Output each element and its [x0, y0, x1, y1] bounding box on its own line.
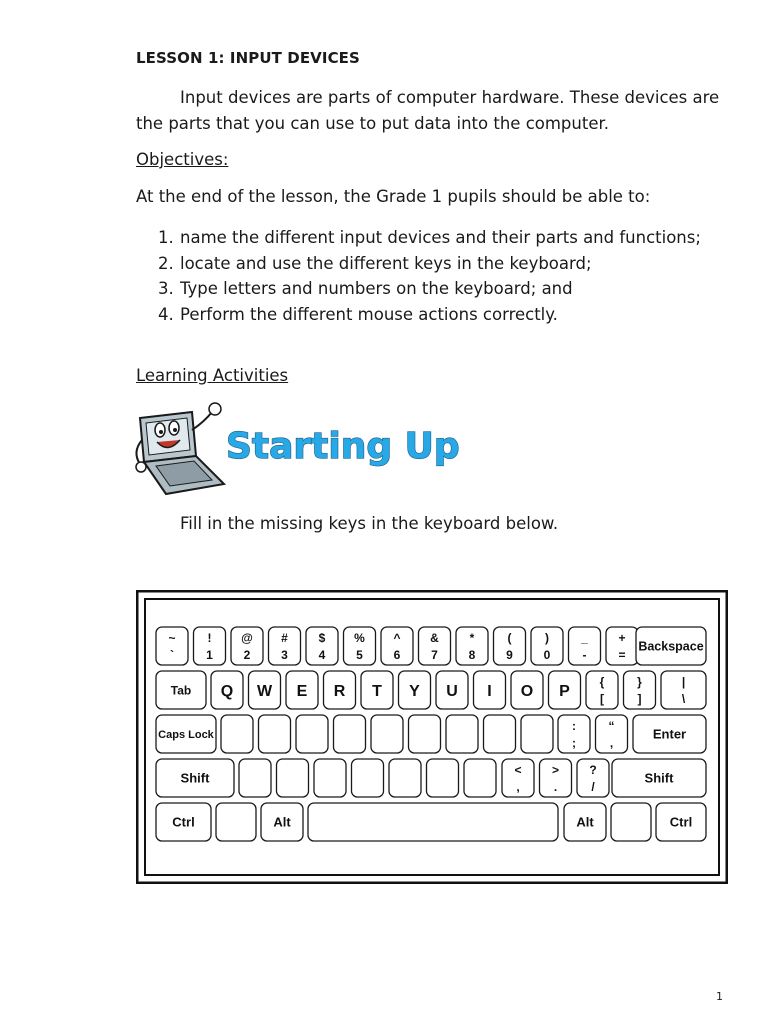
objectives-intro: At the end of the lesson, the Grade 1 pupils should be able to: — [136, 187, 651, 206]
key-label: Shift — [180, 770, 210, 786]
key — [606, 627, 638, 665]
key-label: $ — [318, 631, 326, 645]
key-label: , — [609, 736, 614, 750]
key-label: + — [618, 631, 626, 645]
key-label: W — [256, 682, 273, 700]
key-label: ^ — [393, 631, 401, 645]
key-blank — [611, 803, 651, 841]
key-blank — [221, 715, 253, 753]
key — [381, 627, 413, 665]
activities-heading: Learning Activities — [136, 366, 289, 385]
keyboard-diagram — [136, 590, 728, 884]
key-label: ? — [589, 763, 597, 777]
key-blank — [259, 715, 291, 753]
banner-text: Starting Up — [226, 426, 460, 467]
key-label: “ — [608, 719, 615, 733]
key-label: [ — [600, 692, 604, 706]
key — [306, 627, 338, 665]
instruction-text: Fill in the missing keys in the keyboard below. — [180, 514, 559, 533]
key-label: * — [469, 631, 475, 645]
key-label: = — [618, 648, 626, 662]
key-label: , — [516, 780, 520, 794]
key-label: < — [514, 763, 522, 777]
key — [324, 671, 356, 709]
key-label: ( — [507, 631, 512, 645]
key-label: - — [582, 648, 587, 662]
key-label: U — [446, 682, 458, 700]
key — [249, 671, 281, 709]
key-blank — [427, 759, 459, 797]
key-label: Y — [409, 682, 420, 700]
key-label: # — [281, 631, 288, 645]
key-label: ; — [572, 736, 576, 750]
key — [549, 671, 581, 709]
key — [474, 671, 506, 709]
key-alt-right — [564, 803, 606, 841]
key-label: . — [553, 780, 558, 794]
key-blank — [334, 715, 366, 753]
key-label: 1 — [206, 648, 213, 662]
key — [399, 671, 431, 709]
key-spacebar — [308, 803, 558, 841]
key-label: I — [487, 682, 492, 700]
key-blank — [389, 759, 421, 797]
objectives-heading: Objectives: — [136, 150, 229, 169]
key-label: 8 — [468, 648, 476, 662]
key — [624, 671, 656, 709]
key-label: ` — [170, 648, 174, 662]
key-blank — [371, 715, 403, 753]
key-label: _ — [581, 631, 588, 645]
key-blank — [277, 759, 309, 797]
key-blank — [239, 759, 271, 797]
key-blank — [446, 715, 478, 753]
list-item: 3. Type letters and numbers on the keyboard; and — [158, 279, 573, 299]
key-tab — [156, 671, 206, 709]
key-label: 7 — [431, 648, 438, 662]
key-label: 3 — [281, 648, 288, 662]
key-label: { — [599, 675, 605, 689]
key-label: T — [372, 682, 382, 700]
key-ctrl-left — [156, 803, 211, 841]
key-label: Alt — [576, 814, 594, 830]
key — [286, 671, 318, 709]
key — [586, 671, 618, 709]
key-label: Ctrl — [172, 814, 195, 830]
objectives-list — [136, 225, 701, 328]
key-label: ! — [207, 631, 212, 645]
list-item: 2. locate and use the different keys in the keyboard; — [158, 253, 592, 273]
key-label: ) — [545, 631, 549, 645]
key-label: : — [572, 719, 576, 733]
key-label: Tab — [170, 683, 192, 698]
key-enter — [633, 715, 706, 753]
key-label: 0 — [543, 648, 551, 662]
key-blank — [409, 715, 441, 753]
key-blank — [352, 759, 384, 797]
key-label: 5 — [356, 648, 363, 662]
key — [436, 671, 468, 709]
key-blank — [296, 715, 328, 753]
key-blank — [521, 715, 553, 753]
key-label: R — [333, 682, 346, 700]
key — [540, 759, 572, 797]
key — [231, 627, 263, 665]
key — [531, 627, 563, 665]
key-ctrl-right — [656, 803, 706, 841]
key — [569, 627, 601, 665]
key-label: 4 — [318, 648, 326, 662]
key-label: } — [637, 675, 642, 689]
key — [511, 671, 543, 709]
key-label: 9 — [506, 648, 513, 662]
key — [344, 627, 376, 665]
key — [194, 627, 226, 665]
key-label: E — [296, 682, 308, 700]
key-backspace — [636, 627, 706, 665]
key-label: \ — [681, 692, 686, 706]
key-label: | — [681, 675, 686, 689]
key — [502, 759, 534, 797]
key-label: / — [591, 780, 595, 794]
key-label: Q — [220, 682, 234, 700]
key-shift-left — [156, 759, 234, 797]
key-caps-lock — [156, 715, 216, 753]
key-label: % — [354, 631, 365, 645]
key — [456, 627, 488, 665]
key-label: Ctrl — [669, 814, 693, 830]
key-shift-right — [612, 759, 706, 797]
laptop-mascot-icon — [136, 403, 224, 494]
key-blank — [484, 715, 516, 753]
list-item: 4. Perform the different mouse actions correctly. — [158, 305, 558, 325]
page-number: 1 — [716, 990, 723, 1003]
key — [558, 715, 590, 753]
key — [269, 627, 301, 665]
lesson-title: LESSON 1: INPUT DEVICES — [136, 49, 360, 67]
key-label: P — [559, 682, 570, 700]
key-label: Shift — [644, 770, 674, 786]
key-label: Enter — [652, 726, 687, 742]
key-label: ] — [637, 692, 642, 706]
intro-paragraph: Input devices are parts of computer hardware. These devices are the parts that you can use to put data into the computer. — [136, 88, 720, 133]
key — [419, 627, 451, 665]
key — [577, 759, 609, 797]
key — [361, 671, 393, 709]
key — [494, 627, 526, 665]
key — [211, 671, 243, 709]
key-label: Backspace — [638, 639, 704, 654]
key-label: 6 — [393, 648, 401, 662]
starting-up-banner — [130, 400, 470, 500]
key-label: 2 — [243, 648, 251, 662]
key-blank — [464, 759, 496, 797]
key-label: O — [520, 682, 534, 700]
key-backslash — [661, 671, 706, 709]
key — [156, 627, 188, 665]
key-label: @ — [241, 631, 253, 645]
key-label: & — [430, 631, 439, 645]
list-item: 1. name the different input devices and their parts and functions; — [158, 228, 701, 247]
key — [596, 715, 628, 753]
key-label: Caps Lock — [158, 728, 214, 741]
key-label: Alt — [273, 814, 291, 830]
key-alt-left — [261, 803, 303, 841]
key-label: ~ — [168, 631, 176, 645]
key-blank — [216, 803, 256, 841]
key-label: > — [551, 763, 560, 777]
key-blank — [314, 759, 346, 797]
